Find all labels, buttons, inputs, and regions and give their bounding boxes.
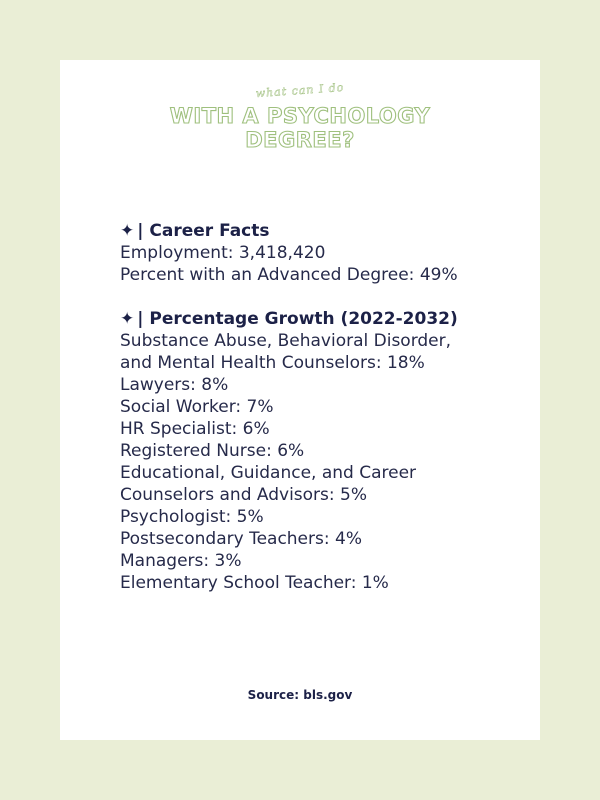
- career-facts-heading-text: | Career Facts: [137, 221, 270, 241]
- growth-line: Educational, Guidance, and Career: [120, 463, 417, 483]
- source-credit: Source: bls.gov: [247, 688, 353, 702]
- growth-line: Elementary School Teacher: 1%: [120, 573, 389, 593]
- growth-line: HR Specialist: 6%: [120, 419, 270, 439]
- career-facts-heading: [120, 220, 520, 242]
- growth-line: and Mental Health Counselors: 18%: [120, 353, 425, 373]
- info-card: [60, 60, 540, 740]
- content-body: [120, 220, 520, 594]
- title-line-2: DEGREE?: [245, 128, 355, 152]
- growth-line: Lawyers: 8%: [120, 375, 229, 395]
- fact-line: Employment: 3,418,420: [120, 243, 326, 263]
- growth-heading-text: | Percentage Growth (2022-2032): [137, 309, 458, 329]
- page-title: [60, 104, 540, 152]
- kicker-script-text: what can I do: [255, 80, 345, 101]
- growth-line: Counselors and Advisors: 5%: [120, 485, 368, 505]
- title-line-1: WITH A PSYCHOLOGY: [169, 104, 431, 128]
- growth-heading: [120, 308, 520, 330]
- growth-line: Social Worker: 7%: [120, 397, 274, 417]
- growth-line: Registered Nurse: 6%: [120, 441, 305, 461]
- sparkle-icon: ✦: [120, 221, 135, 241]
- sparkle-icon: ✦: [120, 309, 135, 329]
- growth-line: Postsecondary Teachers: 4%: [120, 529, 362, 549]
- growth-line: Psychologist: 5%: [120, 507, 264, 527]
- fact-line: Percent with an Advanced Degree: 49%: [120, 265, 458, 285]
- growth-line: Managers: 3%: [120, 551, 242, 571]
- growth-line: Substance Abuse, Behavioral Disorder,: [120, 331, 452, 351]
